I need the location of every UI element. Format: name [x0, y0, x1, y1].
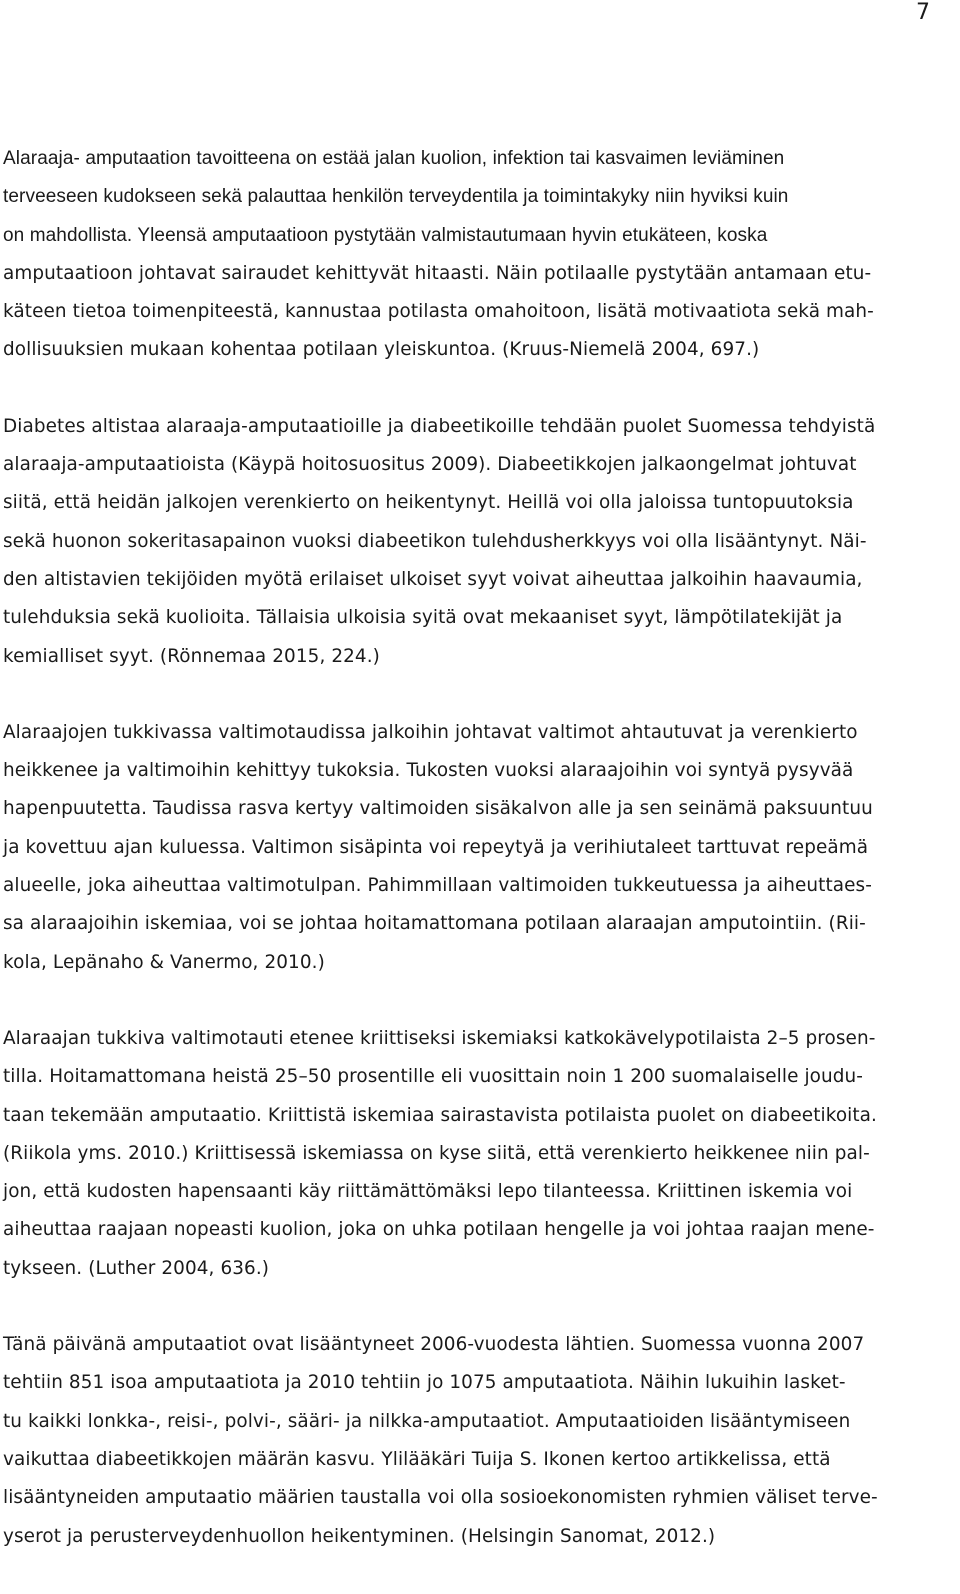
text-line: tykseen. (Luther 2004, 636.)	[3, 1257, 270, 1279]
text-line: tilla. Hoitamattomana heistä 25–50 prosentille eli vuosittain noin 1 200 suomalaiselle joudu-	[3, 1066, 864, 1088]
text-line: Alaraajan tukkiva valtimotauti etenee kriittiseksi iskemiaksi katkokävelypotilaista 2–5 prosen-	[3, 1027, 876, 1049]
paragraph-amputation-statistics	[3, 1326, 943, 1556]
text-line: dollisuuksien mukaan kohentaa potilaan yleiskuntoa. (Kruus-Niemelä 2004, 697.)	[3, 339, 760, 361]
page-number: 7	[916, 0, 930, 25]
text-line: Alaraaja- amputaation tavoitteena on estää jalan kuolion, infektion tai kasvaimen leviäminen	[3, 148, 785, 169]
text-line: kola, Lepänaho & Vanermo, 2010.)	[3, 951, 325, 973]
text-line: kemialliset syyt. (Rönnemaa 2015, 224.)	[3, 645, 380, 667]
text-line: terveeseen kudokseen sekä palauttaa henkilön terveydentila ja toimintakyky niin hyviksi kuin	[3, 186, 789, 208]
text-line: amputaatioon johtavat sairaudet kehittyvät hitaasti. Näin potilaalle pystytään antamaan etu-	[3, 262, 872, 284]
paragraph-amputation-goals	[3, 140, 943, 370]
text-line: sa alaraajoihin iskemiaa, voi se johtaa hoitamattomana potilaan alaraajan amputointiin. (Rii-	[3, 913, 866, 935]
text-line: on mahdollista. Yleensä amputaatioon pystytään valmistautumaan hyvin etukäteen, koska	[3, 224, 768, 246]
text-line: käteen tietoa toimenpiteestä, kannustaa potilasta omahoitoon, lisätä motivaatiota sekä mah-	[3, 301, 874, 323]
text-line: heikkenee ja valtimoihin kehittyy tukoksia. Tukosten vuoksi alaraajoihin voi syntyä pysyvää	[3, 760, 854, 782]
document-body	[3, 140, 943, 1556]
text-line: tehtiin 851 isoa amputaatiota ja 2010 tehtiin jo 1075 amputaatiota. Näihin lukuihin lasket-	[3, 1372, 846, 1394]
text-line: alaraaja-amputaatioista (Käypä hoitosuositus 2009). Diabeetikkojen jalkaongelmat johtuvat	[3, 454, 857, 476]
text-line: tulehduksia sekä kuolioita. Tällaisia ulkoisia syitä ovat mekaaniset syyt, lämpötilatekijät ja	[3, 607, 843, 629]
text-line: Tänä päivänä amputaatiot ovat lisääntyneet 2006-vuodesta lähtien. Suomessa vuonna 2007	[3, 1334, 865, 1356]
text-line: den altistavien tekijöiden myötä erilaiset ulkoiset syyt voivat aiheuttaa jalkoihin haavaumia,	[3, 568, 863, 590]
text-line: lisääntyneiden amputaatio määrien taustalla voi olla sosioekonomisten ryhmien väliset terve-	[3, 1487, 878, 1509]
text-line: siitä, että heidän jalkojen verenkierto on heikentynyt. Heillä voi olla jaloissa tuntopuutoksia	[3, 492, 854, 514]
paragraph-critical-ischemia	[3, 1020, 943, 1288]
text-line: Diabetes altistaa alaraaja-amputaatioille ja diabeetikoille tehdään puolet Suomessa tehdyistä	[3, 415, 876, 437]
text-line: (Riikola yms. 2010.) Kriittisessä iskemiassa on kyse siitä, että verenkierto heikkenee niin pal-	[3, 1142, 870, 1164]
text-line: tu kaikki lonkka-, reisi-, polvi-, sääri- ja nilkka-amputaatiot. Amputaatioiden lisääntymiseen	[3, 1410, 851, 1432]
text-line: jon, että kudosten hapensaanti käy riittämättömäksi lepo tilanteessa. Kriittinen iskemia voi	[3, 1181, 853, 1203]
paragraph-diabetes	[3, 408, 943, 676]
text-line: ja kovettuu ajan kuluessa. Valtimon sisäpinta voi repeytyä ja verihiutaleet tarttuvat repeämä	[3, 836, 869, 858]
text-line: Alaraajojen tukkivassa valtimotaudissa jalkoihin johtavat valtimot ahtautuvat ja verenkierto	[3, 721, 858, 743]
text-line: alueelle, joka aiheuttaa valtimotulpan. Pahimmillaan valtimoiden tukkeutuessa ja aiheuttaes-	[3, 875, 872, 897]
text-line: yserot ja perusterveydenhuollon heikentyminen. (Helsingin Sanomat, 2012.)	[3, 1525, 716, 1547]
text-line: sekä huonon sokeritasapainon vuoksi diabeetikon tulehdusherkkyys voi olla lisääntynyt. Näi-	[3, 530, 867, 552]
text-line: aiheuttaa raajaan nopeasti kuolion, joka on uhka potilaan hengelle ja voi johtaa raajan mene-	[3, 1219, 875, 1241]
text-line: taan tekemään amputaatio. Kriittistä iskemiaa sairastavista potilaista puolet on diabeetikoita.	[3, 1104, 878, 1126]
paragraph-arterial-disease	[3, 714, 943, 982]
text-line: hapenpuutetta. Taudissa rasva kertyy valtimoiden sisäkalvon alle ja sen seinämä paksuuntuu	[3, 798, 873, 820]
text-line: vaikuttaa diabeetikkojen määrän kasvu. Ylilääkäri Tuija S. Ikonen kertoo artikkelissa, että	[3, 1448, 831, 1470]
